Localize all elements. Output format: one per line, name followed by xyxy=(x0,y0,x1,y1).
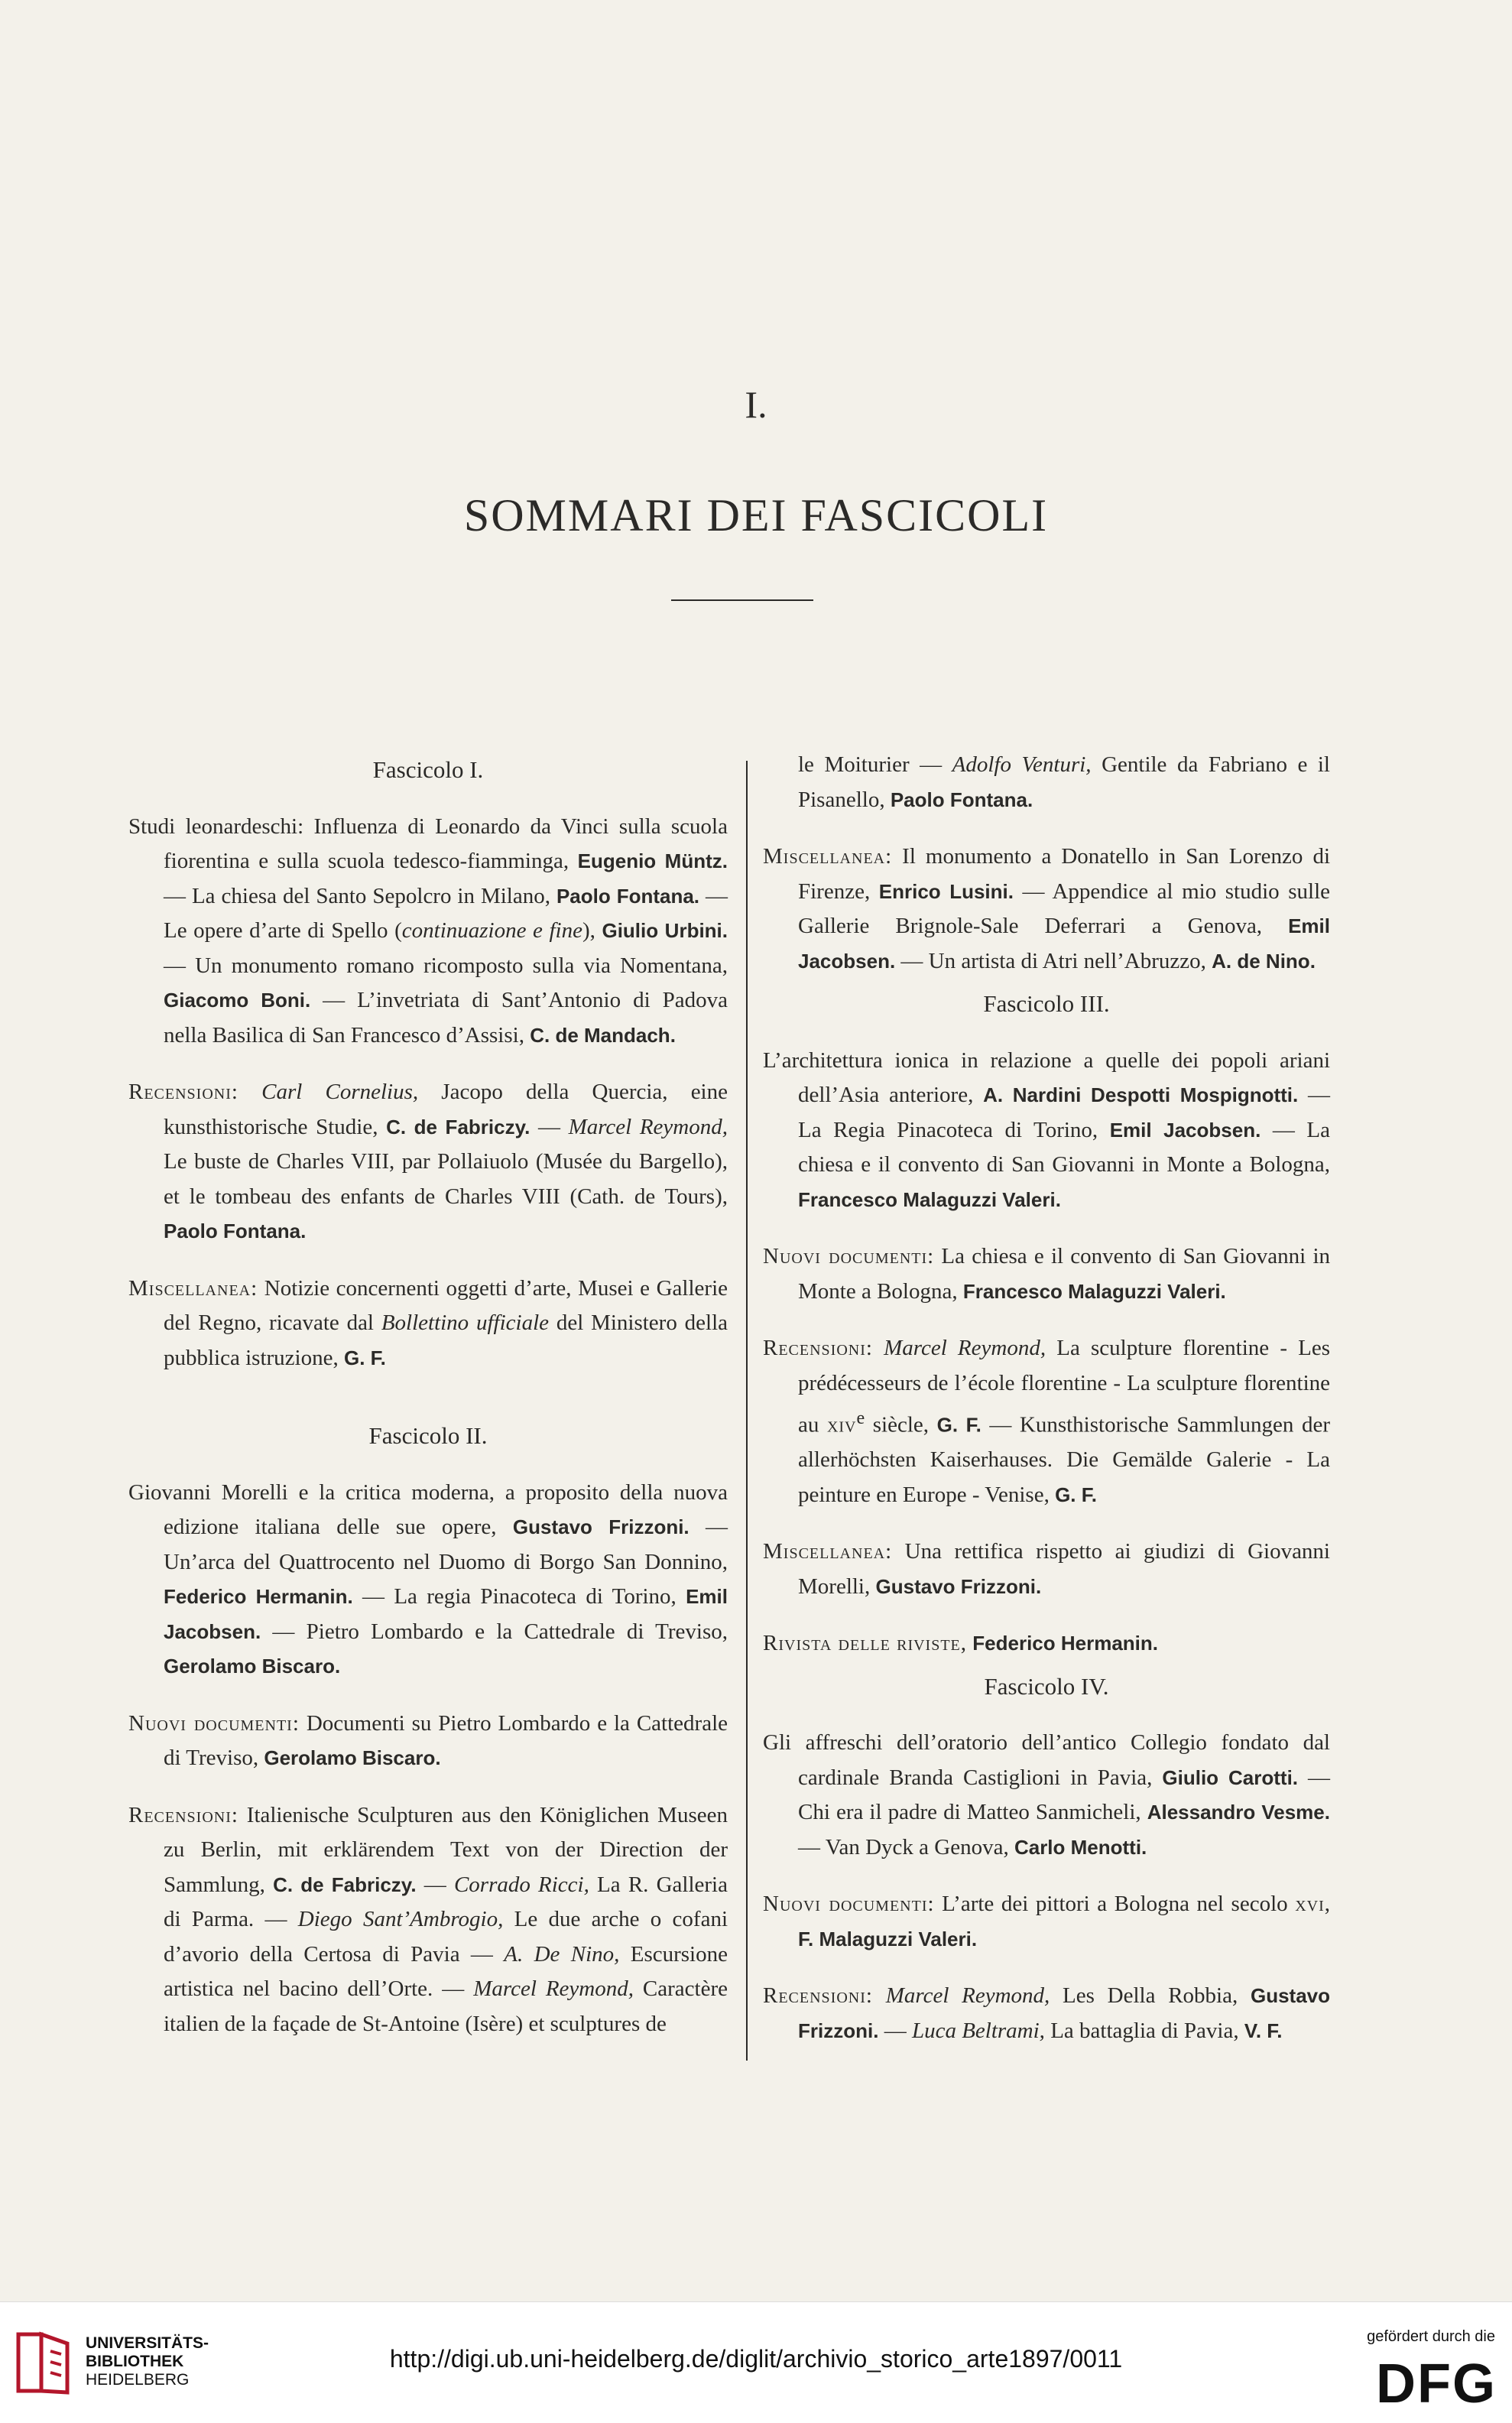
century-numeral: xiv xyxy=(826,1412,857,1437)
section-label: Rivista delle riviste, xyxy=(763,1631,968,1656)
entry-text: Le buste de Charles VIII, par Pollaiuolo (Musée du Bargello), et le tombeau des enfants de Charles VIII (Cath. de Tours), xyxy=(164,1149,728,1209)
entry-text: — Chi era il padre di Matteo Sanmicheli, xyxy=(798,1765,1330,1825)
entry-text: — xyxy=(416,1872,454,1897)
fascicolo-1-articles xyxy=(128,810,728,1054)
author-name: Francesco Malaguzzi Valeri. xyxy=(798,1187,1061,1211)
entry-text: — La regia Pinacoteca di Torino, xyxy=(352,1584,686,1609)
library-name-line: UNIVERSITÄTS- xyxy=(86,2334,209,2352)
entry-text: — Le opere d’arte di Spello ( xyxy=(164,883,728,943)
library-name-line: HEIDELBERG xyxy=(86,2371,190,2389)
superscript: e xyxy=(856,1408,865,1428)
section-label: Miscellanea: xyxy=(763,1539,893,1564)
author-name: A. Nardini Despotti Mospignotti. xyxy=(983,1083,1299,1106)
author-name: G. F. xyxy=(343,1346,386,1369)
fascicolo-1-recensioni xyxy=(128,1075,728,1249)
left-column xyxy=(128,748,728,2049)
fascicolo-2-recensioni xyxy=(128,1798,728,2042)
italic-text: Marcel Reymond, xyxy=(884,1336,1046,1360)
italic-text: A. De Nino, xyxy=(504,1941,620,1967)
column-divider xyxy=(746,761,748,2061)
fascicolo-3-recensioni xyxy=(763,1331,1330,1512)
author-name: G. F. xyxy=(936,1413,982,1437)
entry-text: L’architettura ionica in relazione a quelle dei popoli ariani dell’Asia anteriore, xyxy=(763,1047,1330,1107)
author-name: Gustavo Frizzoni. xyxy=(798,1984,1330,2042)
entry-text: Italienische Sculpturen aus den Königlichen Museen zu Berlin, mit erklärendem Text von der Direction der Sammlung, xyxy=(164,1802,728,1897)
entry-text: Caractère italien de la façade de St-Antoine (Isère) et sculptures de xyxy=(164,1976,728,2036)
author-name: Alessandro Vesme. xyxy=(1147,1801,1330,1824)
section-label: Recensioni: xyxy=(763,1983,873,2009)
entry-text: Studi leonardeschi: Influenza di Leonardo da Vinci sulla scuola fiorentina e sulla scuola tedesco-fiamminga, xyxy=(128,814,728,873)
entry-text: L’arte dei pittori a Bologna nel secolo xyxy=(934,1892,1296,1917)
author-name: Carlo Menotti. xyxy=(1014,1835,1147,1859)
entry-text: — Pietro Lombardo e la Cattedrale di Treviso, xyxy=(261,1619,728,1644)
fascicolo-4-recensioni xyxy=(763,1979,1330,2048)
author-name: Gustavo Frizzoni. xyxy=(875,1574,1042,1598)
author-name: Enrico Lusini. xyxy=(878,879,1014,903)
italic-text: Corrado Ricci, xyxy=(453,1872,589,1897)
entry-text: Le due arche o cofani d’avorio della Certosa di Pavia — xyxy=(164,1907,728,1967)
page-title: SOMMARI DEI FASCICOLI xyxy=(463,490,1049,541)
author-name: Emil Jacobsen. xyxy=(1109,1118,1261,1142)
library-name-line: BIBLIOTHEK xyxy=(86,2353,184,2370)
entry-text: Jacopo della Quercia, eine kunsthistorische Studie, xyxy=(164,1080,728,1139)
author-name: Federico Hermanin. xyxy=(972,1632,1158,1655)
permalink-url[interactable]: http://digi.ub.uni-heidelberg.de/diglit/archivio_storico_arte1897/0011 xyxy=(389,2345,1123,2373)
right-column xyxy=(763,748,1330,2056)
entry-text: Notizie concernenti oggetti d’arte, Musei e Gallerie del Regno, ricavate dal xyxy=(164,1275,728,1335)
funding-note: gefördert durch die xyxy=(1367,2328,1495,2345)
section-label: Recensioni: xyxy=(128,1802,238,1827)
recensioni-continuation xyxy=(763,748,1330,817)
entry-text: — Appendice al mio studio sulle Gallerie Brignole-Sale Deferrari a Genova, xyxy=(798,879,1330,938)
fascicolo-3-nuovi-documenti xyxy=(763,1239,1330,1309)
entry-text: — La chiesa del Santo Sepolcro in Milano, xyxy=(164,883,556,908)
italic-text: Marcel Reymond, xyxy=(568,1114,728,1139)
section-label: Recensioni: xyxy=(763,1336,873,1360)
section-label: Nuovi documenti: xyxy=(763,1244,935,1268)
author-name: Eugenio Müntz. xyxy=(577,849,728,872)
author-name: G. F. xyxy=(1055,1483,1097,1506)
author-name: C. de Mandach. xyxy=(530,1023,676,1047)
section-label: Miscellanea: xyxy=(763,844,893,869)
fascicolo-2-miscellanea xyxy=(763,840,1330,979)
author-name: C. de Fabriczy. xyxy=(273,1872,417,1896)
entry-text xyxy=(873,1983,886,2008)
section-number: I. xyxy=(745,383,767,426)
entry-text: La battaglia di Pavia, xyxy=(1044,2018,1244,2043)
entry-text: , xyxy=(1324,1892,1330,1917)
fascicolo-3-miscellanea xyxy=(763,1535,1330,1604)
author-name: F. Malaguzzi Valeri. xyxy=(798,1927,978,1950)
author-name: Giacomo Boni. xyxy=(164,989,311,1012)
entry-text: La chiesa e il convento di San Giovanni in Monte a Bologna, xyxy=(798,1244,1331,1304)
author-name: Paolo Fontana. xyxy=(164,1220,307,1242)
author-name: Emil Jacobsen. xyxy=(798,914,1330,973)
author-name: Federico Hermanin. xyxy=(164,1585,353,1608)
section-label: Miscellanea: xyxy=(128,1275,258,1301)
italic-text: continuazione e fine xyxy=(401,918,582,943)
fascicolo-2-heading: Fascicolo II. xyxy=(368,1422,488,1449)
entry-text: ), xyxy=(582,918,602,943)
entry-text: le Moiturier — xyxy=(798,752,952,777)
entry-text: del Ministero della pubblica istruzione, xyxy=(164,1311,728,1370)
fascicolo-2-nuovi-documenti xyxy=(128,1707,728,1776)
italic-text: Marcel Reymond, xyxy=(885,1983,1050,2009)
entry-text: siècle, xyxy=(865,1412,937,1437)
entry-text: — Un’arca del Quattrocento nel Duomo di Borgo San Donnino, xyxy=(164,1515,728,1574)
entry-text: — xyxy=(878,2018,912,2043)
section-label: Nuovi documenti: xyxy=(128,1710,300,1736)
author-name: Francesco Malaguzzi Valeri. xyxy=(962,1279,1226,1303)
author-name: Emil Jacobsen. xyxy=(164,1585,728,1643)
entry-text: Documenti su Pietro Lombardo e la Cattedrale di Treviso, xyxy=(164,1710,728,1770)
section-label: Recensioni: xyxy=(128,1080,238,1104)
entry-text: — La Regia Pinacoteca di Torino, xyxy=(798,1083,1330,1142)
author-name: Giulio Urbini. xyxy=(602,919,728,942)
italic-text: Luca Beltrami, xyxy=(911,2018,1045,2043)
author-name: A. de Nino. xyxy=(1212,949,1316,973)
author-name: Gerolamo Biscaro. xyxy=(264,1746,441,1769)
entry-text: — Kunsthistorische Sammlungen der allerhöchsten Kaiserhauses. Die Gemälde Galerie - La peinture en Europe - Venise, xyxy=(798,1412,1331,1507)
title-rule xyxy=(671,599,813,601)
entry-text: La sculpture florentine - Les prédécesseurs de l’école florentine - La sculpture florentine au xyxy=(798,1336,1330,1437)
italic-text: Adolfo Venturi, xyxy=(952,752,1092,777)
entry-text: Giovanni Morelli e la critica moderna, a proposito della nuova edizione italiana delle sue opere, xyxy=(128,1479,728,1539)
entry-text: Gli affreschi dell’oratorio dell’antico Collegio fondato dal cardinale Branda Castiglioni in Pavia, xyxy=(763,1730,1330,1790)
entry-text: Les Della Robbia, xyxy=(1050,1983,1251,2009)
italic-text: Carl Cornelius, xyxy=(261,1080,419,1104)
century-numeral: xvi xyxy=(1295,1892,1325,1917)
entry-text: — La chiesa e il convento di San Giovanni in Monte a Bologna, xyxy=(798,1117,1330,1177)
entry-text: Gentile da Fabriano e il Pisanello, xyxy=(798,752,1330,812)
entry-text: La R. Galleria di Parma. — xyxy=(164,1872,728,1931)
fascicolo-4-articles xyxy=(763,1726,1330,1865)
italic-text: Bollettino ufficiale xyxy=(381,1311,550,1335)
entry-text: — Un artista di Atri nell’Abruzzo, xyxy=(895,948,1212,973)
author-name: C. de Fabriczy. xyxy=(386,1115,530,1138)
fascicolo-3-articles xyxy=(763,1044,1330,1218)
author-name: Paolo Fontana. xyxy=(890,788,1033,811)
entry-text: — L’invetriata di Sant’Antonio di Padova nella Basilica di San Francesco d’Assisi, xyxy=(164,988,728,1047)
fascicolo-3-rivista xyxy=(763,1626,1330,1661)
author-name: Gustavo Frizzoni. xyxy=(512,1515,689,1538)
fascicolo-4-heading: Fascicolo IV. xyxy=(984,1672,1109,1700)
author-name: Gerolamo Biscaro. xyxy=(164,1655,341,1678)
fascicolo-4-nuovi-documenti xyxy=(763,1887,1330,1957)
italic-text: Diego Sant’Ambrogio, xyxy=(297,1907,504,1931)
viewer-footer xyxy=(0,2301,1512,2423)
section-label: Nuovi documenti: xyxy=(763,1892,935,1917)
fascicolo-2-articles xyxy=(128,1476,728,1684)
entry-text: — Van Dyck a Genova, xyxy=(798,1834,1014,1859)
entry-text: Una rettifica rispetto ai giudizi di Giovanni Morelli, xyxy=(798,1539,1330,1599)
dfg-logo: DFG xyxy=(1376,2353,1497,2415)
fascicolo-1-heading: Fascicolo I. xyxy=(372,756,484,783)
entry-text: Il monumento a Donatello in San Lorenzo di Firenze, xyxy=(798,844,1330,904)
author-name: V. F. xyxy=(1244,2019,1283,2042)
author-name: Giulio Carotti. xyxy=(1162,1765,1299,1789)
entry-text: — xyxy=(530,1114,569,1139)
entry-text: Escursione artistica nel bacino dell’Orte. — xyxy=(164,1941,728,2001)
entry-text: — Un monumento romano ricomposto sulla via Nomentana, xyxy=(164,953,728,978)
author-name: Paolo Fontana. xyxy=(556,884,700,908)
fascicolo-1-miscellanea xyxy=(128,1272,728,1376)
fascicolo-3-heading: Fascicolo III. xyxy=(983,990,1110,1017)
italic-text: Marcel Reymond, xyxy=(473,1976,634,2001)
